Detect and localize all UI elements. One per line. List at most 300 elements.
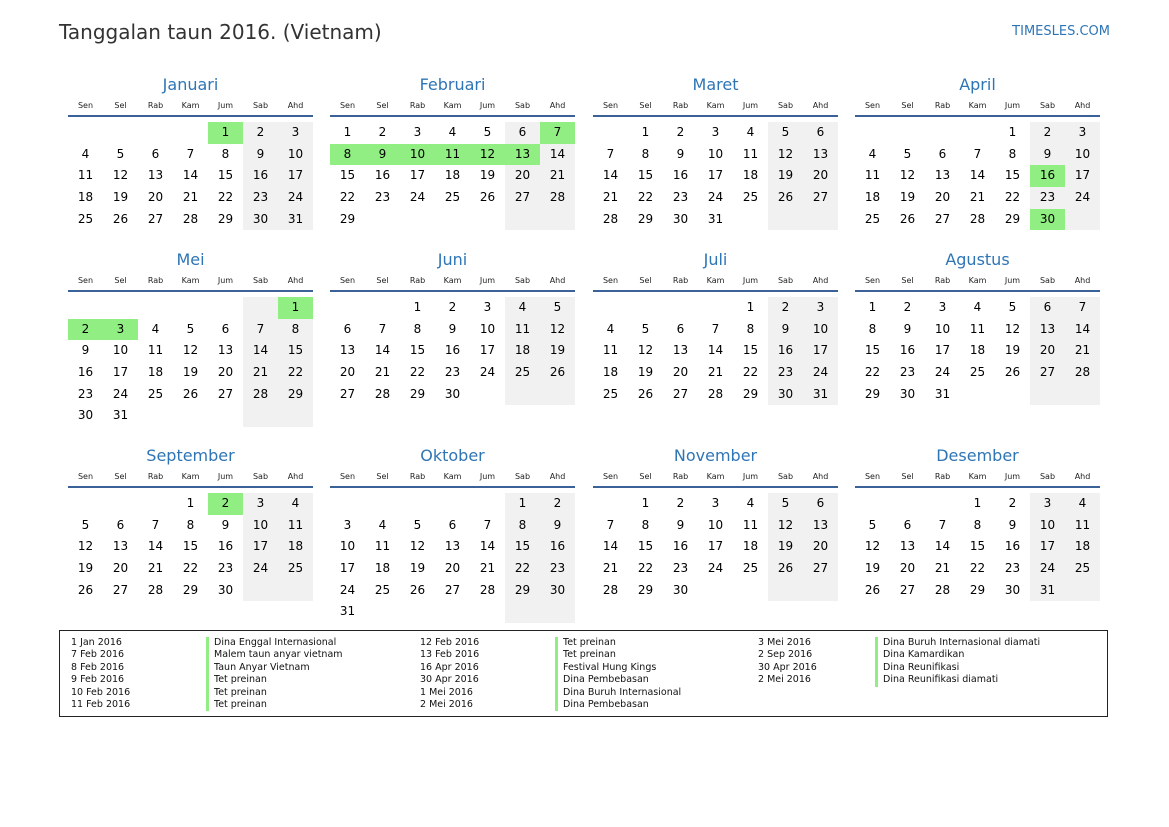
weekday-label: Kam — [706, 472, 725, 481]
day-cell: 24 — [243, 558, 278, 580]
day-cell: 11 — [147, 343, 164, 358]
weekday-label: Sel — [376, 472, 389, 481]
day-cell: 21 — [374, 365, 391, 380]
day-cell: 25 — [505, 362, 540, 384]
day-cell: 19 — [479, 168, 496, 183]
weekday-label: Ahd — [812, 101, 829, 110]
weekday-label: Sen — [602, 472, 619, 481]
day-cell: 26 — [409, 582, 426, 597]
month-name: Februari — [419, 75, 486, 94]
day-cell: 17 — [934, 343, 951, 358]
day-cell: 5 — [413, 517, 422, 532]
weekday-label: Rab — [409, 472, 426, 481]
holiday-list — [59, 630, 1108, 717]
empty-cell — [278, 405, 313, 427]
month-agustus — [855, 248, 1100, 405]
day-cell: 4 — [746, 496, 755, 510]
weekday-label: Sel — [376, 101, 389, 110]
day-cell: 22 — [339, 190, 356, 205]
day-cell: 28 — [374, 386, 391, 401]
day-cell: 3 — [483, 300, 492, 314]
weekday-label: Ahd — [287, 101, 304, 110]
day-cell: 26 — [1004, 365, 1021, 380]
day-cell: 27 — [444, 582, 461, 597]
day-cell: 7 — [483, 517, 492, 532]
day-cell: 12 — [182, 343, 199, 358]
day-cell: 27 — [803, 187, 838, 209]
day-cell: 12 — [540, 319, 575, 341]
holiday-name: Dina Pembebasan — [563, 674, 649, 686]
empty-cell — [103, 297, 138, 319]
day-cell: 15 — [182, 539, 199, 554]
day-cell: 2 — [676, 496, 685, 510]
day-cell: 22 — [182, 561, 199, 576]
month-name: Mei — [176, 250, 205, 269]
empty-cell — [173, 297, 208, 319]
day-cell: 1 — [343, 125, 352, 139]
day-cell: 11 — [505, 319, 540, 341]
day-cell: 10 — [707, 517, 724, 532]
empty-cell — [890, 493, 925, 515]
empty-cell — [698, 580, 733, 602]
day-cell: 2 — [208, 493, 243, 515]
day-cell: 23 — [768, 362, 803, 384]
day-cell: 7 — [186, 146, 195, 161]
day-cell: 22 — [278, 362, 313, 384]
day-cell: 24 — [1065, 187, 1100, 209]
day-cell: 16 — [1030, 165, 1065, 187]
day-cell: 11 — [969, 321, 986, 336]
day-cell: 25 — [864, 211, 881, 226]
day-cell: 12 — [864, 539, 881, 554]
day-cell: 30 — [672, 211, 689, 226]
day-cell: 9 — [676, 146, 685, 161]
day-cell: 2 — [68, 319, 103, 341]
day-cell: 20 — [1030, 340, 1065, 362]
day-cell: 26 — [77, 582, 94, 597]
day-cell: 15 — [637, 539, 654, 554]
empty-cell — [103, 493, 138, 515]
weekday-label: Rab — [409, 276, 426, 285]
day-cell: 5 — [81, 517, 90, 532]
day-cell: 26 — [112, 211, 129, 226]
day-cell: 15 — [217, 168, 234, 183]
day-cell: 28 — [602, 211, 619, 226]
day-cell: 14 — [969, 168, 986, 183]
day-cell: 15 — [409, 343, 426, 358]
holiday-name: Tet preinan — [214, 698, 267, 710]
month-name: Desember — [936, 446, 1019, 465]
day-cell: 23 — [1030, 187, 1065, 209]
day-cell: 3 — [343, 517, 352, 532]
day-cell: 4 — [378, 517, 387, 532]
day-cell: 2 — [448, 300, 457, 314]
day-cell: 4 — [278, 493, 313, 515]
day-cell: 9 — [221, 517, 230, 532]
day-cell: 17 — [707, 539, 724, 554]
empty-cell — [1065, 384, 1100, 406]
day-cell: 12 — [637, 343, 654, 358]
weekday-label: Sel — [901, 101, 914, 110]
day-cell: 27 — [899, 582, 916, 597]
day-cell: 21 — [1065, 340, 1100, 362]
weekday-label: Sab — [777, 276, 794, 285]
day-cell: 24 — [479, 365, 496, 380]
holiday-date: 1 Jan 2016 — [71, 637, 122, 648]
month-april — [855, 73, 1100, 230]
day-cell: 19 — [409, 561, 426, 576]
day-cell: 16 — [444, 343, 461, 358]
day-grid — [855, 297, 1100, 405]
weekday-header — [68, 468, 313, 484]
day-cell: 21 — [147, 561, 164, 576]
day-cell: 19 — [182, 365, 199, 380]
day-grid — [330, 493, 575, 623]
day-cell: 25 — [77, 211, 94, 226]
day-cell: 26 — [899, 211, 916, 226]
month-divider — [68, 486, 313, 488]
day-cell: 1 — [505, 493, 540, 515]
empty-cell — [855, 493, 890, 515]
day-cell: 31 — [339, 604, 356, 619]
day-cell: 25 — [742, 190, 759, 205]
day-cell: 11 — [374, 539, 391, 554]
day-cell: 3 — [1065, 122, 1100, 144]
weekday-label: Sen — [339, 101, 356, 110]
weekday-label: Ahd — [287, 276, 304, 285]
month-divider — [593, 290, 838, 292]
weekday-label: Ahd — [287, 472, 304, 481]
holiday-date: 7 Feb 2016 — [71, 649, 125, 661]
day-cell: 5 — [641, 321, 650, 336]
weekday-label: Sab — [252, 276, 269, 285]
weekday-label: Sel — [114, 472, 127, 481]
day-grid — [593, 122, 838, 230]
day-cell: 22 — [864, 365, 881, 380]
month-november — [593, 444, 838, 601]
empty-cell — [593, 493, 628, 515]
empty-cell — [138, 122, 173, 144]
empty-cell — [995, 384, 1030, 406]
day-cell: 20 — [505, 165, 540, 187]
day-cell: 27 — [505, 187, 540, 209]
day-cell: 9 — [540, 515, 575, 537]
day-cell: 27 — [147, 211, 164, 226]
day-cell: 10 — [803, 319, 838, 341]
empty-cell — [330, 297, 365, 319]
weekday-label: Sel — [901, 472, 914, 481]
day-cell: 5 — [186, 321, 195, 336]
holiday-date: 10 Feb 2016 — [71, 686, 131, 698]
weekday-label: Sen — [602, 101, 619, 110]
day-cell: 27 — [672, 386, 689, 401]
weekday-header — [68, 97, 313, 113]
day-cell: 27 — [934, 211, 951, 226]
day-cell: 5 — [540, 297, 575, 319]
day-cell: 18 — [505, 340, 540, 362]
empty-cell — [733, 209, 768, 231]
empty-cell — [243, 405, 278, 427]
empty-cell — [470, 601, 505, 623]
holiday-name: Tet preinan — [214, 674, 267, 686]
day-cell: 10 — [278, 144, 313, 166]
weekday-label: Jum — [217, 276, 234, 285]
day-cell: 13 — [1030, 319, 1065, 341]
day-cell: 16 — [77, 365, 94, 380]
day-cell: 10 — [934, 321, 951, 336]
day-cell: 11 — [1065, 515, 1100, 537]
day-cell: 2 — [540, 493, 575, 515]
day-cell: 4 — [81, 146, 90, 161]
holiday-names — [555, 637, 681, 711]
day-cell: 10 — [112, 343, 129, 358]
day-cell: 28 — [934, 582, 951, 597]
day-cell: 2 — [768, 297, 803, 319]
weekday-label: Ahd — [1074, 276, 1091, 285]
day-cell: 28 — [479, 582, 496, 597]
day-cell: 13 — [899, 539, 916, 554]
holiday-date: 11 Feb 2016 — [71, 698, 131, 710]
day-cell: 25 — [444, 190, 461, 205]
day-cell: 17 — [803, 340, 838, 362]
day-cell: 9 — [365, 144, 400, 166]
brand-link[interactable]: TIMESLES.COM — [1012, 24, 1110, 39]
day-cell: 8 — [186, 517, 195, 532]
weekday-header — [593, 468, 838, 484]
day-cell: 4 — [606, 321, 615, 336]
day-cell: 16 — [217, 539, 234, 554]
day-cell: 3 — [413, 125, 422, 139]
day-cell: 20 — [444, 561, 461, 576]
month-september — [68, 444, 313, 601]
day-grid — [330, 122, 575, 230]
day-cell: 15 — [637, 168, 654, 183]
day-cell: 19 — [637, 365, 654, 380]
weekday-label: Kam — [968, 472, 987, 481]
day-cell: 19 — [864, 561, 881, 576]
day-cell: 4 — [505, 297, 540, 319]
weekday-label: Sab — [1039, 276, 1056, 285]
holiday-date: 2 Sep 2016 — [758, 649, 813, 661]
day-cell: 17 — [409, 168, 426, 183]
weekday-header — [330, 468, 575, 484]
day-cell: 18 — [742, 539, 759, 554]
day-cell: 21 — [243, 362, 278, 384]
day-cell: 8 — [973, 517, 982, 532]
day-cell: 16 — [672, 539, 689, 554]
day-cell: 23 — [899, 365, 916, 380]
weekday-label: Sab — [252, 101, 269, 110]
empty-cell — [540, 209, 575, 231]
empty-cell — [733, 580, 768, 602]
day-cell: 14 — [1065, 319, 1100, 341]
day-cell: 24 — [1030, 558, 1065, 580]
day-cell: 1 — [278, 297, 313, 319]
weekday-label: Sab — [777, 101, 794, 110]
day-cell: 1 — [641, 125, 650, 139]
weekday-label: Jum — [742, 101, 759, 110]
weekday-label: Sen — [77, 472, 94, 481]
weekday-label: Sen — [602, 276, 619, 285]
day-cell: 18 — [1065, 536, 1100, 558]
weekday-label: Jum — [479, 276, 496, 285]
empty-cell — [400, 601, 435, 623]
day-cell: 17 — [278, 165, 313, 187]
empty-cell — [663, 297, 698, 319]
day-cell: 21 — [934, 561, 951, 576]
day-cell: 18 — [278, 536, 313, 558]
day-cell: 23 — [672, 190, 689, 205]
empty-cell — [68, 493, 103, 515]
day-cell: 12 — [112, 168, 129, 183]
day-cell: 23 — [243, 187, 278, 209]
day-cell: 6 — [803, 493, 838, 515]
weekday-label: Sab — [514, 101, 531, 110]
day-cell: 10 — [400, 144, 435, 166]
month-name: Juni — [437, 250, 468, 269]
weekday-label: Jum — [479, 101, 496, 110]
holiday-date: 16 Apr 2016 — [420, 661, 479, 673]
day-cell: 4 — [151, 321, 160, 336]
holiday-name: Taun Anyar Vietnam — [214, 661, 310, 673]
month-divider — [68, 115, 313, 117]
holiday-names — [875, 637, 1040, 687]
day-cell: 21 — [182, 190, 199, 205]
day-cell: 24 — [707, 561, 724, 576]
day-cell: 21 — [540, 165, 575, 187]
day-cell: 8 — [505, 515, 540, 537]
weekday-header — [855, 468, 1100, 484]
holiday-date: 1 Mei 2016 — [420, 686, 473, 698]
day-cell: 19 — [540, 340, 575, 362]
empty-cell — [1065, 209, 1100, 231]
weekday-label: Rab — [409, 101, 426, 110]
month-name: September — [146, 446, 235, 465]
empty-cell — [400, 493, 435, 515]
empty-cell — [138, 297, 173, 319]
holiday-date: 3 Mei 2016 — [758, 637, 811, 648]
day-cell: 11 — [602, 343, 619, 358]
day-cell: 23 — [1004, 561, 1021, 576]
weekday-label: Sel — [376, 276, 389, 285]
day-cell: 11 — [742, 146, 759, 161]
empty-cell — [400, 209, 435, 231]
empty-cell — [208, 405, 243, 427]
day-cell: 15 — [339, 168, 356, 183]
month-divider — [855, 290, 1100, 292]
day-cell: 24 — [707, 190, 724, 205]
day-cell: 2 — [903, 300, 912, 314]
day-cell: 2 — [378, 125, 387, 139]
day-cell: 3 — [243, 493, 278, 515]
day-cell: 13 — [803, 144, 838, 166]
empty-cell — [540, 384, 575, 406]
weekday-header — [330, 97, 575, 113]
empty-cell — [925, 493, 960, 515]
weekday-label: Kam — [968, 101, 987, 110]
day-cell: 21 — [602, 561, 619, 576]
weekday-header — [855, 272, 1100, 288]
day-cell: 25 — [1065, 558, 1100, 580]
day-cell: 13 — [803, 515, 838, 537]
day-cell: 11 — [77, 168, 94, 183]
day-cell: 14 — [182, 168, 199, 183]
day-cell: 21 — [969, 190, 986, 205]
day-cell: 12 — [77, 539, 94, 554]
month-name: November — [673, 446, 758, 465]
day-cell: 24 — [112, 386, 129, 401]
day-cell: 14 — [934, 539, 951, 554]
holiday-date: 8 Feb 2016 — [71, 661, 125, 673]
day-cell: 25 — [278, 558, 313, 580]
holiday-name: Tet preinan — [563, 649, 616, 661]
day-cell: 7 — [243, 319, 278, 341]
weekday-label: Ahd — [549, 472, 566, 481]
weekday-label: Sen — [339, 276, 356, 285]
day-cell: 11 — [742, 517, 759, 532]
day-cell: 14 — [602, 168, 619, 183]
day-cell: 7 — [151, 517, 160, 532]
day-cell: 3 — [711, 125, 720, 139]
month-name: April — [959, 75, 996, 94]
day-cell: 5 — [1008, 300, 1017, 314]
month-januari — [68, 73, 313, 230]
holiday-date: 12 Feb 2016 — [420, 637, 480, 648]
day-cell: 13 — [444, 539, 461, 554]
holiday-names — [206, 637, 343, 711]
day-grid — [855, 493, 1100, 601]
empty-cell — [435, 209, 470, 231]
day-grid — [593, 493, 838, 601]
day-grid — [855, 122, 1100, 230]
empty-cell — [138, 493, 173, 515]
month-name: Agustus — [945, 250, 1010, 269]
day-cell: 22 — [217, 190, 234, 205]
holiday-date: 30 Apr 2016 — [420, 674, 479, 686]
empty-cell — [365, 493, 400, 515]
day-cell: 26 — [540, 362, 575, 384]
day-cell: 26 — [637, 386, 654, 401]
holiday-name: Tet preinan — [214, 686, 267, 698]
month-divider — [593, 486, 838, 488]
day-cell: 22 — [637, 561, 654, 576]
day-cell: 12 — [899, 168, 916, 183]
day-cell: 28 — [147, 582, 164, 597]
day-cell: 23 — [540, 558, 575, 580]
day-cell: 30 — [243, 209, 278, 231]
weekday-header — [330, 272, 575, 288]
day-cell: 31 — [112, 408, 129, 423]
weekday-label: Rab — [147, 101, 164, 110]
day-cell: 18 — [602, 365, 619, 380]
day-cell: 28 — [182, 211, 199, 226]
day-cell: 23 — [77, 386, 94, 401]
empty-cell — [890, 122, 925, 144]
day-cell: 27 — [1030, 362, 1065, 384]
day-cell: 1 — [186, 496, 195, 510]
day-cell: 7 — [540, 122, 575, 144]
holiday-name: Tet preinan — [563, 637, 616, 648]
day-cell: 1 — [413, 300, 422, 314]
day-cell: 5 — [768, 122, 803, 144]
day-cell: 20 — [803, 536, 838, 558]
day-cell: 25 — [742, 561, 759, 576]
day-cell: 19 — [899, 190, 916, 205]
day-cell: 17 — [1065, 165, 1100, 187]
day-cell: 1 — [973, 496, 982, 510]
holiday-dates — [420, 637, 479, 711]
day-cell: 12 — [470, 144, 505, 166]
